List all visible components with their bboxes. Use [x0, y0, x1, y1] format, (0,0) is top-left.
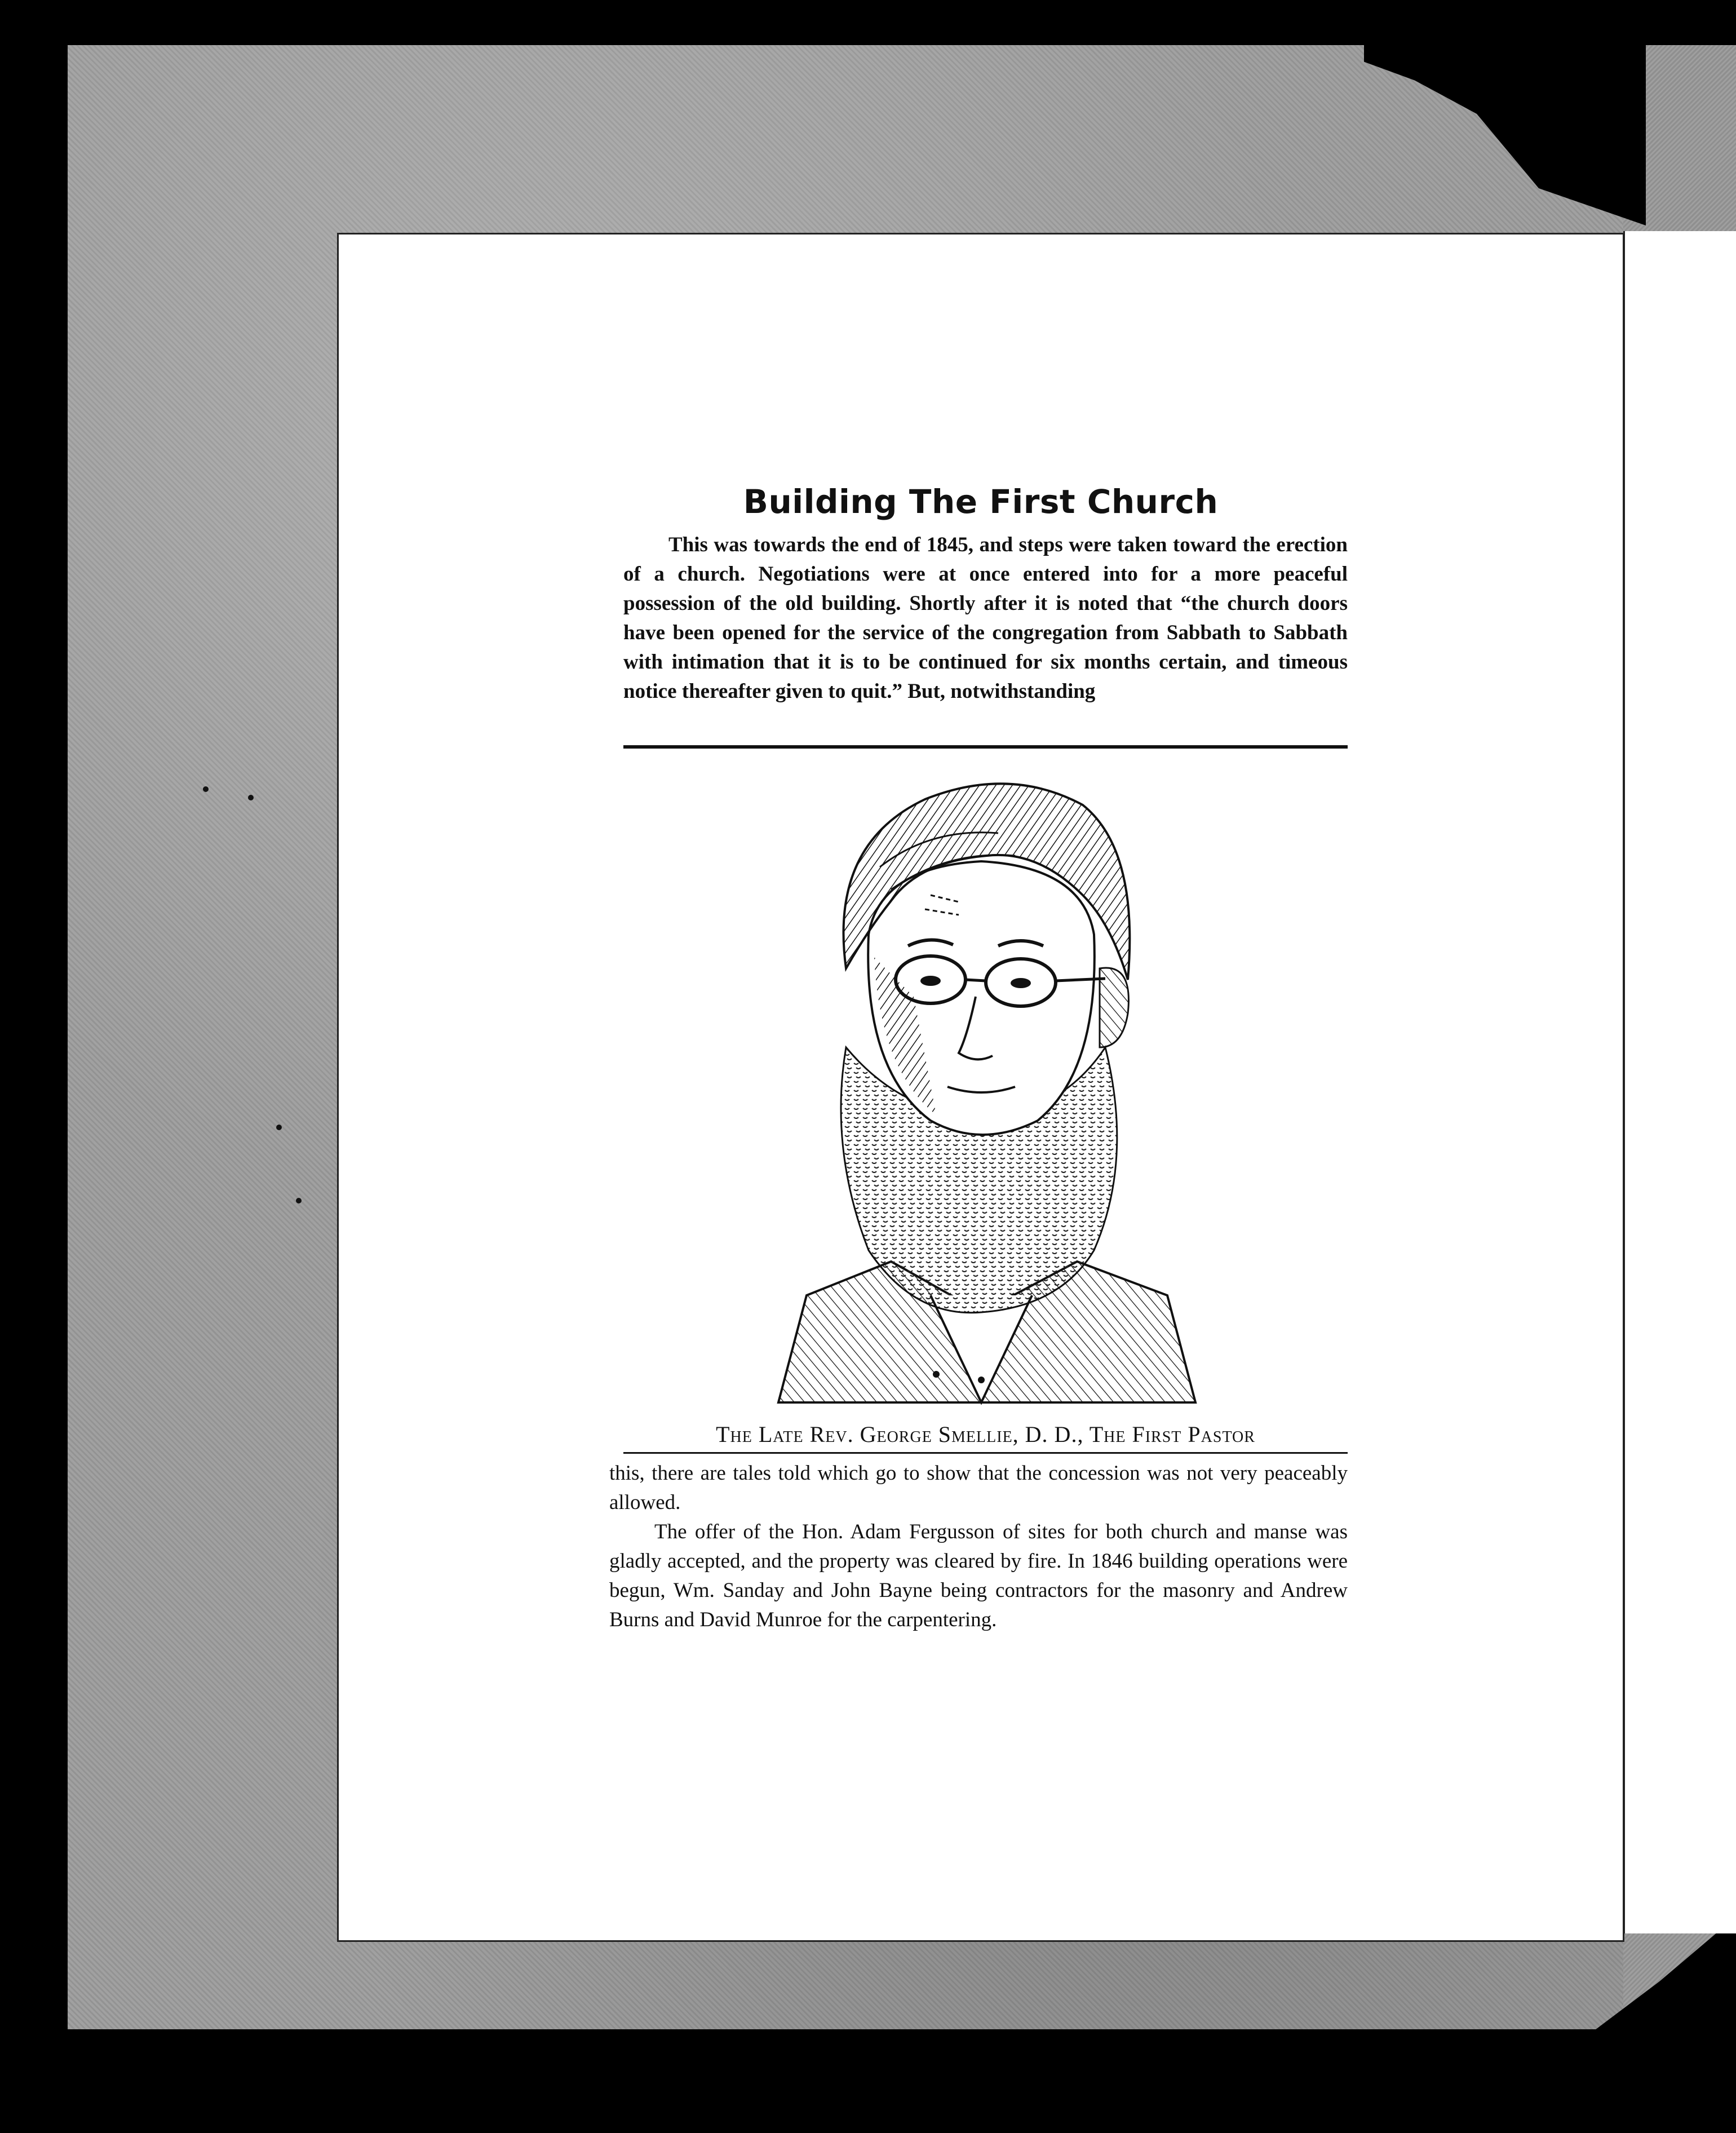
portrait-engraving: [745, 754, 1207, 1419]
paragraph-3: The offer of the Hon. Adam Fergusson of sites for both church and manse was gladly accepted, and the property was cleared by fire. In 1846 building operations were begun, Wm. Sanday and John Bayne being contractors for the masonry and Andrew Burns and David Munroe for the carpentering.: [609, 1520, 1348, 1631]
scan-speck: [276, 1125, 282, 1130]
scan-speck: [203, 786, 209, 792]
scan-speck: [248, 795, 254, 800]
portrait-caption: The Late Rev. George Smellie, D. D., The First Pastor: [716, 1422, 1255, 1447]
document-page: [337, 233, 1624, 1942]
paragraph-2: this, there are tales told which go to show that the concession was not very peaceably allowed.: [609, 1462, 1348, 1514]
scan-speck: [296, 1198, 302, 1203]
caption-rule: [623, 1452, 1348, 1454]
facing-page: [1623, 231, 1736, 1933]
paragraph-continuation: [609, 1459, 1348, 1635]
paragraph-intro: This was towards the end of 1845, and steps were taken toward the erection of a church. Negotiations were at once entered into for a more peaceful possession of the old building. Shortly after it is noted that “the church doors have been opened for the service of the congregation from Sabbath to Sabbath with intimation that it is to be continued for six months certain, and timeous notice thereafter given to quit.” But, notwithstanding: [623, 533, 1348, 703]
article-title: Building The First Church: [743, 483, 1219, 521]
divider-rule: [623, 745, 1348, 749]
